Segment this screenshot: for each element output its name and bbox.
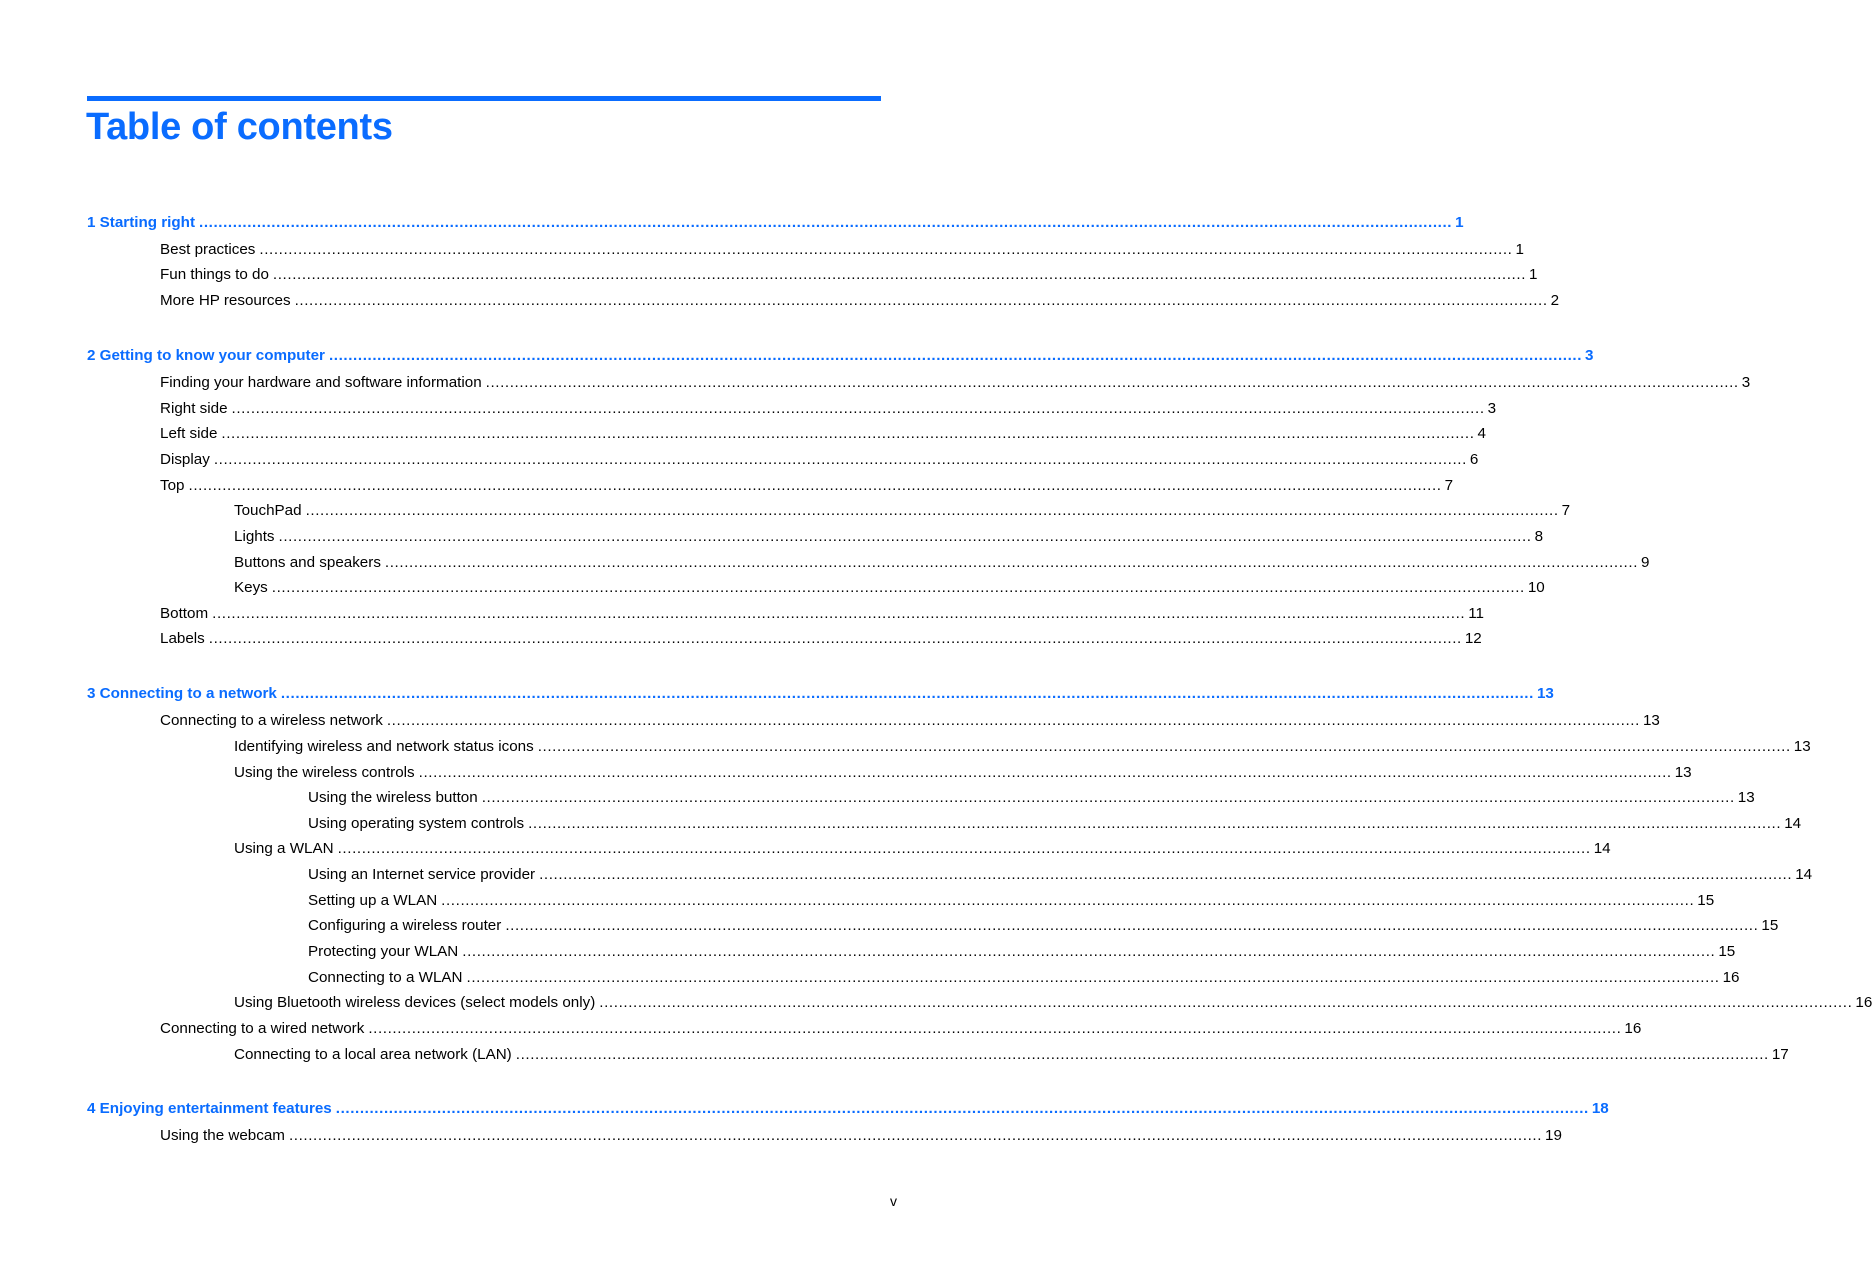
toc-page-number: 1 <box>1529 266 1538 283</box>
toc-entry[interactable] <box>160 711 1660 731</box>
toc-label: Best practices <box>160 241 256 258</box>
toc-label: Keys <box>234 579 268 596</box>
toc-label: Using a WLAN <box>234 840 334 857</box>
toc-leader: .................................................................................................................................................................................................................................................................... <box>288 1127 1543 1144</box>
page-title: Table of contents <box>86 106 393 148</box>
toc-page-number: 14 <box>1795 866 1813 883</box>
toc-page-number: 1 <box>1455 214 1464 231</box>
toc-entry[interactable] <box>234 501 1571 521</box>
toc-page-number: 4 <box>1477 425 1486 442</box>
toc-page-number: 15 <box>1697 892 1715 909</box>
toc-chapter-1[interactable] <box>87 213 1464 233</box>
toc-entry[interactable] <box>234 578 1545 598</box>
toc-leader: .................................................................................................................................................................................................................................................................... <box>278 528 1532 545</box>
toc-label: Connecting to a wireless network <box>160 712 383 729</box>
toc-entry[interactable] <box>160 604 1484 624</box>
toc-leader: .................................................................................................................................................................................................................................................................... <box>368 1020 1622 1037</box>
toc-leader: .................................................................................................................................................................................................................................................................... <box>537 738 1791 755</box>
toc-page-number: 3 <box>1585 347 1594 364</box>
toc-leader: .................................................................................................................................................................................................................................................................... <box>418 764 1672 781</box>
toc-label: Top <box>160 477 185 494</box>
toc-page-number: 11 <box>1468 605 1484 622</box>
toc-leader: .................................................................................................................................................................................................................................................................... <box>384 554 1639 571</box>
page-number: v <box>890 1193 897 1209</box>
toc-page-number: 15 <box>1718 943 1736 960</box>
toc-chapter-4[interactable] <box>87 1099 1609 1119</box>
toc-page-number: 13 <box>1642 712 1660 729</box>
toc-entry[interactable] <box>234 737 1811 757</box>
toc-page-number: 7 <box>1444 477 1454 494</box>
toc-label: Setting up a WLAN <box>308 892 438 909</box>
toc-label: Connecting to a wired network <box>160 1020 365 1037</box>
toc-page-number: 14 <box>1784 815 1802 832</box>
toc-page-number: 18 <box>1591 1100 1609 1117</box>
toc-page-number: 9 <box>1641 554 1650 571</box>
toc-label: 1 Starting right <box>87 214 196 231</box>
toc-entry[interactable] <box>160 629 1482 649</box>
toc-leader: .................................................................................................................................................................................................................................................................... <box>271 579 1525 596</box>
toc-leader: .................................................................................................................................................................................................................................................................... <box>213 451 1467 468</box>
toc-label: Connecting to a local area network (LAN) <box>234 1046 512 1063</box>
toc-leader: .................................................................................................................................................................................................................................................................... <box>305 502 1559 519</box>
toc-leader: .................................................................................................................................................................................................................................................................... <box>466 969 1720 986</box>
toc-entry[interactable] <box>160 450 1479 470</box>
toc-label: Configuring a wireless router <box>308 917 502 934</box>
toc-entry[interactable] <box>160 476 1454 496</box>
toc-label: Buttons and speakers <box>234 554 381 571</box>
toc-chapter-3[interactable] <box>87 684 1554 704</box>
toc-page-number: 16 <box>1855 994 1872 1011</box>
toc-entry[interactable] <box>160 399 1497 419</box>
toc-page-number: 2 <box>1550 292 1560 309</box>
toc-leader: .................................................................................................................................................................................................................................................................... <box>386 712 1640 729</box>
toc-leader: .................................................................................................................................................................................................................................................................... <box>294 292 1548 309</box>
toc-label: Bottom <box>160 605 209 622</box>
toc-chapter-2[interactable] <box>87 346 1594 366</box>
toc-entry[interactable] <box>308 916 1779 936</box>
toc-label: Fun things to do <box>160 266 269 283</box>
toc-label: Using the wireless controls <box>234 764 415 781</box>
toc-leader: .................................................................................................................................................................................................................................................................... <box>441 892 1695 909</box>
toc-page-number: 15 <box>1761 917 1779 934</box>
toc-leader: .................................................................................................................................................................................................................................................................... <box>599 994 1853 1011</box>
toc-leader: .................................................................................................................................................................................................................................................................... <box>221 425 1475 442</box>
toc-leader: .................................................................................................................................................................................................................................................................... <box>199 214 1453 231</box>
toc-label: Identifying wireless and network status icons <box>234 738 534 755</box>
toc-entry[interactable] <box>308 968 1740 988</box>
toc-page-number: 17 <box>1771 1046 1789 1063</box>
toc-leader: .................................................................................................................................................................................................................................................................... <box>515 1046 1769 1063</box>
toc-page-number: 13 <box>1737 789 1755 806</box>
toc-label: Finding your hardware and software information <box>160 374 482 391</box>
toc-label: Left side <box>160 425 218 442</box>
toc-page-number: 7 <box>1561 502 1571 519</box>
toc-entry[interactable] <box>308 865 1813 885</box>
toc-entry[interactable] <box>234 527 1544 547</box>
toc-page-number: 19 <box>1545 1127 1562 1144</box>
toc-entry[interactable] <box>234 763 1692 783</box>
toc-label: Using operating system controls <box>308 815 525 832</box>
toc-entry[interactable] <box>160 424 1486 444</box>
toc-leader: .................................................................................................................................................................................................................................................................... <box>231 400 1485 417</box>
toc-label: 4 Enjoying entertainment features <box>87 1100 332 1117</box>
toc-entry[interactable] <box>160 291 1560 311</box>
toc-label: Using the wireless button <box>308 789 478 806</box>
toc-label: Using Bluetooth wireless devices (select models only) <box>234 994 596 1011</box>
toc-label: Right side <box>160 400 228 417</box>
toc-label: 2 Getting to know your computer <box>87 347 325 364</box>
toc-entry[interactable] <box>308 942 1736 962</box>
toc-leader: .................................................................................................................................................................................................................................................................... <box>188 477 1442 494</box>
title-rule <box>87 96 881 101</box>
toc-leader: .................................................................................................................................................................................................................................................................... <box>335 1100 1589 1117</box>
toc-leader: .................................................................................................................................................................................................................................................................... <box>280 685 1534 702</box>
toc-page-number: 3 <box>1741 374 1751 391</box>
toc-page-number: 13 <box>1536 685 1554 702</box>
toc-label: Using an Internet service provider <box>308 866 536 883</box>
toc-page-number: 16 <box>1722 969 1740 986</box>
toc-page-number: 3 <box>1487 400 1497 417</box>
toc-leader: .................................................................................................................................................................................................................................................................... <box>485 374 1739 391</box>
toc-label: Lights <box>234 528 275 545</box>
toc-leader: .................................................................................................................................................................................................................................................................... <box>259 241 1513 258</box>
toc-page-number: 13 <box>1793 738 1811 755</box>
toc-label: More HP resources <box>160 292 291 309</box>
toc-leader: .................................................................................................................................................................................................................................................................... <box>539 866 1793 883</box>
toc-entry[interactable] <box>160 1126 1562 1146</box>
toc-entry[interactable] <box>234 553 1650 573</box>
toc-page-number: 1 <box>1515 241 1524 258</box>
toc-leader: .................................................................................................................................................................................................................................................................... <box>212 605 1466 622</box>
toc-leader: .................................................................................................................................................................................................................................................................... <box>462 943 1716 960</box>
toc-entry[interactable] <box>160 373 1751 393</box>
toc-leader: .................................................................................................................................................................................................................................................................... <box>272 266 1527 283</box>
toc-leader: .................................................................................................................................................................................................................................................................... <box>208 630 1462 647</box>
toc-label: Labels <box>160 630 205 647</box>
toc-leader: .................................................................................................................................................................................................................................................................... <box>528 815 1782 832</box>
toc-page-number: 10 <box>1527 579 1545 596</box>
toc-entry[interactable] <box>234 1045 1789 1065</box>
toc-label: 3 Connecting to a network <box>87 685 277 702</box>
toc-page-number: 13 <box>1674 764 1692 781</box>
toc-label: Using the webcam <box>160 1127 285 1144</box>
toc-page-number: 8 <box>1534 528 1544 545</box>
toc-entry[interactable] <box>234 839 1611 859</box>
toc-entry[interactable] <box>308 891 1715 911</box>
toc-entry[interactable] <box>160 265 1538 285</box>
toc-label: Connecting to a WLAN <box>308 969 463 986</box>
toc-page-number: 12 <box>1464 630 1482 647</box>
toc-entry[interactable] <box>308 788 1755 808</box>
toc-label: Protecting your WLAN <box>308 943 459 960</box>
toc-entry[interactable] <box>308 814 1802 834</box>
toc-page-number: 16 <box>1624 1020 1642 1037</box>
toc-entry[interactable] <box>234 993 1872 1013</box>
toc-entry[interactable] <box>160 240 1524 260</box>
toc-page-number: 14 <box>1593 840 1611 857</box>
toc-leader: .................................................................................................................................................................................................................................................................... <box>337 840 1591 857</box>
toc-leader: .................................................................................................................................................................................................................................................................... <box>505 917 1759 934</box>
toc-leader: .................................................................................................................................................................................................................................................................... <box>481 789 1735 806</box>
toc-entry[interactable] <box>160 1019 1642 1039</box>
toc-leader: .................................................................................................................................................................................................................................................................... <box>328 347 1583 364</box>
toc-label: TouchPad <box>234 502 302 519</box>
toc-page-number: 6 <box>1469 451 1479 468</box>
toc-label: Display <box>160 451 210 468</box>
